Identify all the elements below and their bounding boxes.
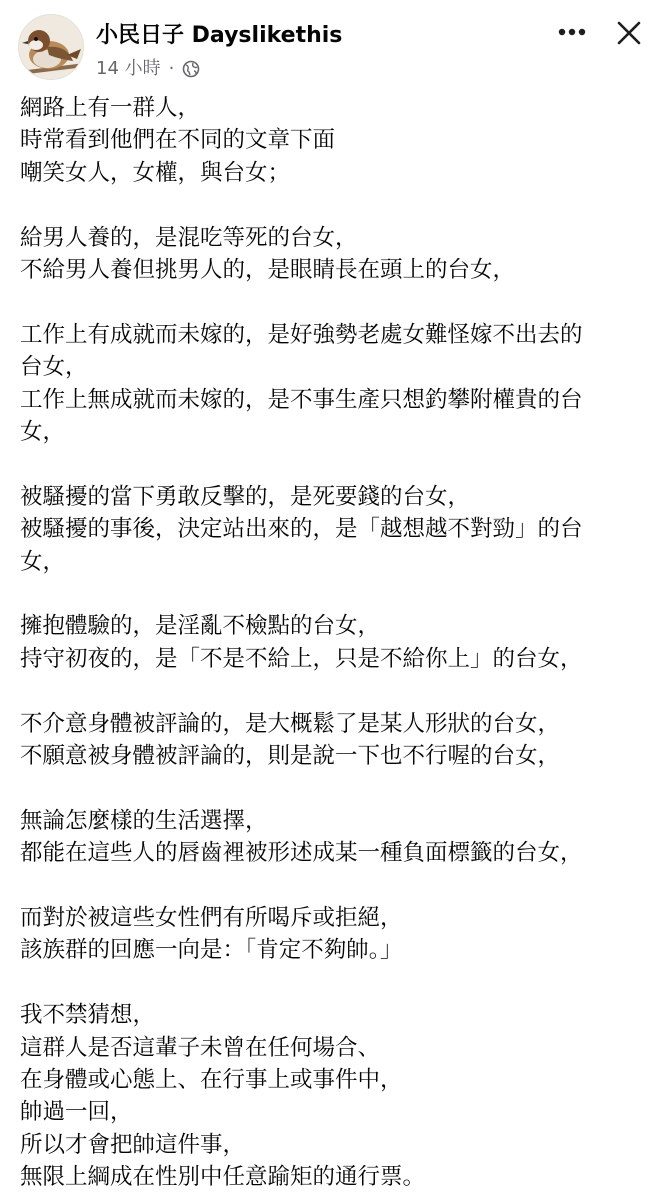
post-text-line: 持守初夜的，是「不是不給上，只是不給你上」的台女， (20, 645, 583, 672)
post-body (20, 92, 640, 1200)
post-text-line: 台女， (20, 354, 88, 381)
post-paragraph (20, 805, 640, 870)
post-text-line: 這群人是否這輩子未曾在任何場合、 (20, 1034, 381, 1061)
post-text-line: 無論怎麼樣的生活選擇， (20, 807, 268, 834)
post-text-line: 女， (20, 419, 66, 446)
post-text-line: 不給男人養但挑男人的，是眼睛長在頭上的台女， (20, 257, 516, 284)
post-time[interactable]: 14 小時 (96, 58, 161, 79)
post-text-line: 該族群的回應一向是：「肯定不夠帥。」 (20, 937, 403, 964)
post-text-line: 所以才會把帥這件事， (20, 1131, 246, 1158)
post-text-line: 工作上無成就而未嫁的，是不事生產只想釣攀附權貴的台 (20, 386, 583, 413)
post-paragraph (20, 481, 640, 578)
post-header (0, 0, 662, 90)
post-text-line: 網路上有一群人， (20, 95, 201, 121)
post-paragraph (20, 222, 640, 287)
post-paragraph (20, 92, 640, 189)
author-name[interactable]: 小民日子 Dayslikethis (96, 23, 343, 48)
post-text-line: 不願意被身體被評論的，則是說一下也不行喔的台女， (20, 743, 561, 770)
author-avatar[interactable] (18, 14, 84, 80)
post-text-line: 擁抱體驗的，是淫亂不檢點的台女， (20, 613, 381, 640)
post-paragraph (20, 610, 640, 675)
post-paragraph (20, 708, 640, 773)
post-text-line: 而對於被這些女性們有所喝斥或拒絕， (20, 905, 403, 932)
sparrow-avatar-icon (19, 15, 84, 80)
post-paragraph (20, 902, 640, 967)
post-paragraph (20, 999, 640, 1193)
close-icon (616, 20, 642, 46)
post-meta (96, 58, 200, 80)
post-text-line: 工作上有成就而未嫁的，是好強勢老處女難怪嫁不出去的 (20, 321, 583, 348)
post-text-line: 嘲笑女人，女權，與台女； (20, 159, 291, 186)
globe-icon[interactable] (182, 60, 200, 78)
post-text-line: 女， (20, 548, 66, 575)
post-text-line: 不介意身體被評論的，是大概鬆了是某人形狀的台女， (20, 710, 561, 737)
post-text-line: 被騷擾的事後，決定站出來的，是「越想越不對勁」的台 (20, 516, 583, 543)
post-text-line: 都能在這些人的唇齒裡被形述成某一種負面標籤的台女， (20, 840, 583, 867)
post-text-line: 在身體或心態上、在行事上或事件中， (20, 1067, 403, 1094)
meta-separator: · (168, 58, 175, 79)
post-text-line: 帥過一回， (20, 1099, 133, 1126)
post-text-line: 我不禁猜想， (20, 1002, 156, 1029)
close-button[interactable] (610, 14, 648, 52)
more-options-button[interactable] (552, 18, 592, 46)
post-text-line: 無限上綱成在性別中任意踰矩的通行票。 (20, 1164, 426, 1191)
more-horizontal-icon (557, 27, 587, 37)
post-text-line: 被騷擾的當下勇敢反擊的，是死要錢的台女， (20, 483, 471, 510)
post-paragraph (20, 319, 640, 449)
post-text-line: 給男人養的，是混吃等死的台女， (20, 224, 358, 251)
post-text-line: 時常看到他們在不同的文章下面 (20, 127, 336, 154)
